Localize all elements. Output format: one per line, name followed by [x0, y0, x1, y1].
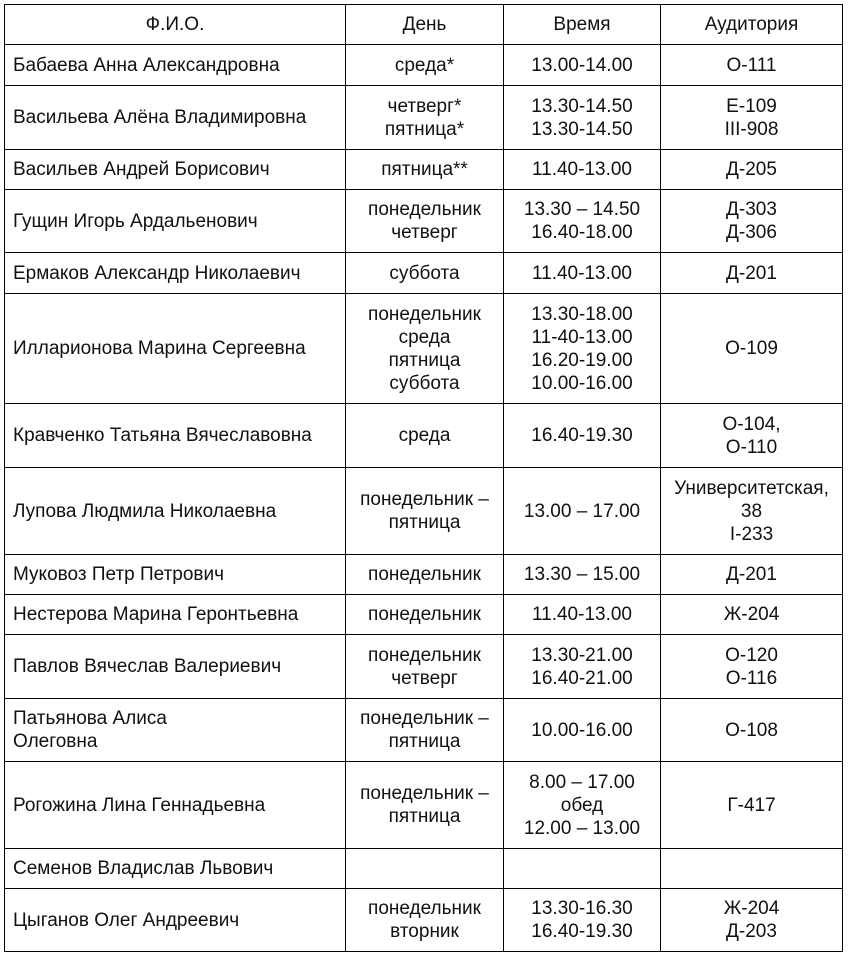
- name-text: Гущин Игорь Ардальенович: [13, 210, 258, 232]
- time-text: 11-40-13.00: [531, 326, 633, 348]
- name-cell: [5, 294, 346, 404]
- name-cell: [5, 595, 346, 635]
- time-text: 10.00-16.00: [531, 372, 633, 394]
- room-cell: [661, 468, 843, 555]
- room-text: Д-203: [726, 921, 777, 942]
- time-text: 16.20-19.00: [531, 349, 633, 371]
- table-row: [5, 404, 843, 468]
- table-row: [5, 595, 843, 635]
- room-text: I-233: [729, 523, 774, 545]
- header-day: День: [346, 5, 504, 45]
- room-text: Д-201: [726, 564, 777, 585]
- time-cell: [504, 404, 661, 468]
- time-text: 13.00 – 17.00: [523, 500, 641, 522]
- room-cell: [661, 595, 843, 635]
- name-text: Лупова Людмила Николаевна: [13, 500, 277, 522]
- day-cell: [346, 595, 504, 635]
- time-text: 13.30 – 15.00: [523, 564, 641, 585]
- day-cell: [346, 190, 504, 253]
- name-cell: [5, 849, 346, 889]
- time-cell: [504, 699, 661, 762]
- header-row: [5, 5, 843, 45]
- time-text: обед: [560, 794, 604, 816]
- header-time: Время: [504, 5, 661, 45]
- name-text: Ермаков Александр Николаевич: [13, 262, 301, 284]
- name-cell: [5, 699, 346, 762]
- day-text: пятница: [388, 512, 461, 533]
- day-text: пятница: [388, 806, 461, 827]
- name-cell: [5, 190, 346, 253]
- time-text: 11.40-13.00: [531, 262, 632, 284]
- day-cell: [346, 253, 504, 294]
- room-text: Д-201: [726, 262, 777, 284]
- time-cell: [504, 190, 661, 253]
- time-cell: [504, 889, 661, 952]
- day-text: пятница: [388, 731, 461, 752]
- day-cell: [346, 762, 504, 849]
- name-cell: [5, 555, 346, 595]
- day-text: пятница: [388, 349, 461, 371]
- office-hours-table: [4, 4, 843, 952]
- room-cell: [661, 555, 843, 595]
- time-cell: [504, 150, 661, 190]
- day-text: четверг: [391, 222, 458, 243]
- name-cell: [5, 762, 346, 849]
- name-text: Васильева Алёна Владимировна: [13, 107, 307, 128]
- time-text: 13.30-16.30: [531, 898, 633, 919]
- room-cell: [661, 762, 843, 849]
- room-text: О-111: [726, 54, 777, 76]
- room-cell: [661, 150, 843, 190]
- name-cell: [5, 86, 346, 150]
- time-text: 16.40-19.30: [531, 921, 633, 942]
- table-row: [5, 555, 843, 595]
- name-text: Павлов Вячеслав Валериевич: [13, 656, 282, 677]
- table-row: [5, 45, 843, 86]
- room-text: О-110: [725, 436, 778, 458]
- day-cell: [346, 468, 504, 555]
- time-text: 16.40-18.00: [531, 222, 633, 243]
- time-text: 13.30-14.50: [531, 95, 633, 117]
- room-text: Д-306: [726, 222, 777, 243]
- time-cell: [504, 595, 661, 635]
- table-row: [5, 294, 843, 404]
- room-text: О-104,: [722, 413, 781, 435]
- room-cell: [661, 889, 843, 952]
- name-cell: [5, 468, 346, 555]
- room-text: Д-303: [726, 199, 777, 220]
- room-cell: [661, 635, 843, 699]
- room-text: III-908: [724, 118, 779, 140]
- table-row: [5, 190, 843, 253]
- room-cell: [661, 86, 843, 150]
- time-text: 8.00 – 17.00: [529, 771, 635, 793]
- time-text: 13.30-14.50: [531, 118, 633, 140]
- name-text: Бабаева Анна Александровна: [13, 54, 280, 76]
- name-cell: [5, 253, 346, 294]
- name-text: Патьянова Алиса: [13, 708, 167, 729]
- room-text: О-108: [725, 719, 778, 741]
- name-text: Илларионова Марина Сергеевна: [13, 338, 306, 359]
- room-text: О-120: [725, 644, 778, 666]
- table-row: [5, 762, 843, 849]
- table-row: [5, 468, 843, 555]
- name-text: Кравченко Татьяна Вячеславовна: [13, 425, 312, 446]
- day-cell: [346, 404, 504, 468]
- name-text: Рогожина Лина Геннадьевна: [13, 794, 266, 816]
- name-text: Цыганов Олег Андреевич: [13, 909, 240, 931]
- room-text: Г-417: [727, 794, 776, 816]
- day-text: вторник: [390, 921, 459, 942]
- day-cell: [346, 150, 504, 190]
- room-cell: [661, 294, 843, 404]
- time-cell: [504, 253, 661, 294]
- day-text: понедельник: [368, 199, 481, 220]
- day-cell: [346, 555, 504, 595]
- room-cell: [661, 45, 843, 86]
- day-text: суббота: [389, 372, 460, 394]
- time-cell: [504, 468, 661, 555]
- time-text: 12.00 – 13.00: [523, 817, 641, 839]
- time-cell: [504, 762, 661, 849]
- time-text: 13.30-21.00: [531, 644, 633, 666]
- name-cell: [5, 889, 346, 952]
- time-cell: [504, 86, 661, 150]
- day-text: понедельник: [368, 303, 481, 325]
- time-cell: [504, 294, 661, 404]
- day-text: понедельник: [368, 564, 481, 585]
- day-cell: [346, 635, 504, 699]
- room-text: Е-109: [726, 95, 777, 117]
- day-text: четверг: [391, 667, 458, 689]
- room-text: 38: [740, 500, 763, 522]
- day-text: пятница*: [384, 118, 465, 140]
- room-cell: [661, 849, 843, 889]
- header-name: Ф.И.О.: [5, 5, 346, 45]
- day-text: понедельник: [368, 644, 481, 666]
- room-cell: [661, 404, 843, 468]
- room-cell: [661, 190, 843, 253]
- room-text: О-109: [725, 338, 778, 359]
- room-cell: [661, 253, 843, 294]
- day-text: понедельник: [368, 898, 481, 919]
- name-text: Олеговна: [13, 731, 98, 752]
- time-text: 16.40-21.00: [531, 667, 633, 689]
- day-text: понедельник: [368, 604, 481, 625]
- day-text: четверг*: [387, 95, 462, 117]
- time-text: 11.40-13.00: [531, 604, 632, 625]
- time-cell: [504, 635, 661, 699]
- table-row: [5, 150, 843, 190]
- time-text: 16.40-19.30: [531, 425, 633, 446]
- table-row: [5, 849, 843, 889]
- day-cell: [346, 699, 504, 762]
- name-text: Васильев Андрей Борисович: [13, 159, 270, 180]
- time-text: 13.00-14.00: [531, 54, 633, 76]
- time-cell: [504, 45, 661, 86]
- room-cell: [661, 699, 843, 762]
- day-text: пятница**: [381, 159, 468, 180]
- name-cell: [5, 45, 346, 86]
- table-row: [5, 635, 843, 699]
- day-text: среда: [398, 425, 451, 446]
- room-text: Университетская,: [674, 477, 829, 499]
- name-text: Семенов Владислав Львович: [13, 858, 274, 879]
- table-row: [5, 253, 843, 294]
- day-cell: [346, 86, 504, 150]
- day-cell: [346, 294, 504, 404]
- name-cell: [5, 150, 346, 190]
- table-row: [5, 699, 843, 762]
- day-text: среда*: [394, 54, 455, 76]
- time-text: 13.30 – 14.50: [523, 199, 641, 220]
- time-text: 10.00-16.00: [531, 719, 633, 741]
- table-row: [5, 889, 843, 952]
- room-text: Ж-204: [723, 604, 780, 625]
- day-text: понедельник –: [360, 783, 489, 804]
- day-cell: [346, 849, 504, 889]
- room-text: Ж-204: [723, 898, 780, 919]
- time-cell: [504, 849, 661, 889]
- day-text: понедельник –: [360, 708, 489, 729]
- name-cell: [5, 635, 346, 699]
- table-row: [5, 86, 843, 150]
- name-text: Нестерова Марина Геронтьевна: [13, 604, 299, 625]
- time-text: 13.30-18.00: [531, 303, 633, 325]
- room-text: Д-205: [726, 159, 777, 180]
- name-text: Муковоз Петр Петрович: [13, 564, 225, 585]
- day-text: среда: [398, 326, 451, 348]
- room-text: О-116: [725, 667, 778, 689]
- time-text: 11.40-13.00: [531, 159, 632, 180]
- day-cell: [346, 45, 504, 86]
- day-text: суббота: [389, 262, 460, 284]
- header-room: Аудитория: [661, 5, 843, 45]
- day-cell: [346, 889, 504, 952]
- day-text: понедельник –: [360, 489, 489, 510]
- name-cell: [5, 404, 346, 468]
- time-cell: [504, 555, 661, 595]
